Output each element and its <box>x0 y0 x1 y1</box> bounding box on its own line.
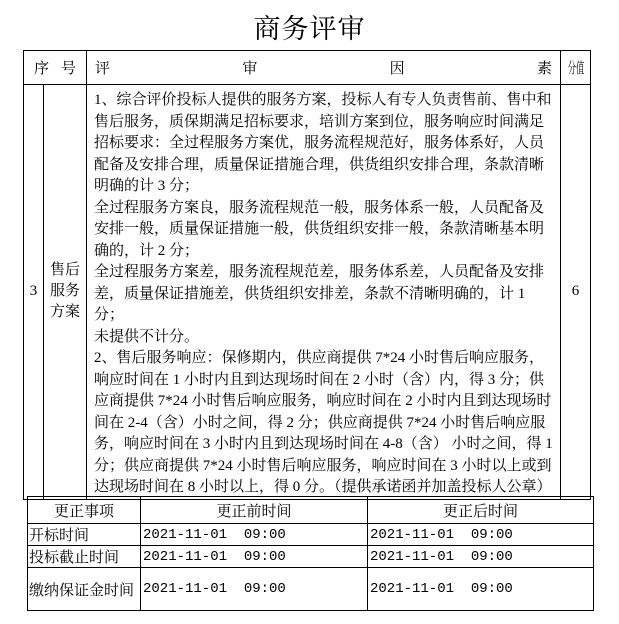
time-after-cell: 2021-11-01 09:00 <box>368 524 594 546</box>
table-row <box>28 568 594 611</box>
criteria-paragraph: 未提供不计分。 <box>94 328 200 345</box>
evaluation-table-row <box>24 85 591 500</box>
time-after-cell: 2021-11-01 09:00 <box>368 546 594 568</box>
correction-item-cell: 缴纳保证金时间 <box>28 568 141 611</box>
evaluation-table-header-row <box>24 51 591 85</box>
correction-table <box>27 496 594 611</box>
correction-item-cell: 投标截止时间 <box>28 546 141 568</box>
criteria-paragraph: 1、综合评价投标人提供的服务方案，投标人有专人负责售前、售中和售后服务，质保期满足招标要求，培训方案到位，服务响应时间满足招标要求：全过程服务方案优，服务流程规范好，服务体系好，人员配备及安排合理，质量保证措施合理，供货组织安排合理，条款清晰明确的计 3 分； <box>94 92 552 194</box>
criteria-cell <box>87 85 561 500</box>
header-correction-item: 更正事项 <box>28 497 141 524</box>
evaluation-table <box>23 50 591 500</box>
header-evaluation-factor: 评审因素 <box>87 51 561 85</box>
time-before-cell: 2021-11-01 09:00 <box>141 546 368 568</box>
criteria-paragraph: 全过程服务方案良，服务流程规范一般，服务体系一般，人员配备及安排一般，质量保证措施一般，供货组织安排一般，条款清晰基本明确的，计 2 分； <box>94 199 545 259</box>
category-cell: 售后服务方案 <box>44 85 87 500</box>
header-score <box>561 51 591 85</box>
correction-item-cell: 开标时间 <box>28 524 141 546</box>
header-score-label: 分值 <box>567 61 585 77</box>
page-title: 商务评审 <box>253 14 366 44</box>
header-serial-number: 序号 <box>24 51 87 85</box>
header-time-after: 更正后时间 <box>368 497 594 524</box>
serial-number-cell: 3 <box>24 85 44 500</box>
criteria-paragraph: 全过程服务方案差，服务流程规范差，服务体系差，人员配备及安排差，质量保证措施差，供货组织安排差，条款不清晰明确的，计 1 分； <box>94 264 545 323</box>
time-before-cell: 2021-11-01 09:00 <box>141 524 368 546</box>
header-time-before: 更正前时间 <box>141 497 368 524</box>
table-row <box>28 524 594 546</box>
time-after-cell: 2021-11-01 09:00 <box>368 568 594 611</box>
correction-table-header-row <box>28 497 594 524</box>
time-before-cell: 2021-11-01 09:00 <box>141 568 368 611</box>
score-cell: 6 <box>561 85 591 500</box>
criteria-paragraph: 2、售后服务响应：保修期内，供应商提供 7*24 小时售后响应服务，响应时间在 1 小时内且到达现场时间在 2 小时（含）内，得 3 分；供应商提供 7*24 小时售后响应服务，响应时间在 2 小时内且到达现场时间在 2-4（含）小时之间，得 2 分；供应商提供 7*24 小时售后响应服务，响应时间在 3 小时内且到达现场时间在 4-8（含） 小时之间，得 1 分；供应商提供 7*24 小时售后响应服务，响应时间在 3 小时以上或到达现场时间在 8 小时以上，得 0 分。（提供承诺函并加盖投标人公章） <box>94 350 553 495</box>
table-row <box>28 546 594 568</box>
